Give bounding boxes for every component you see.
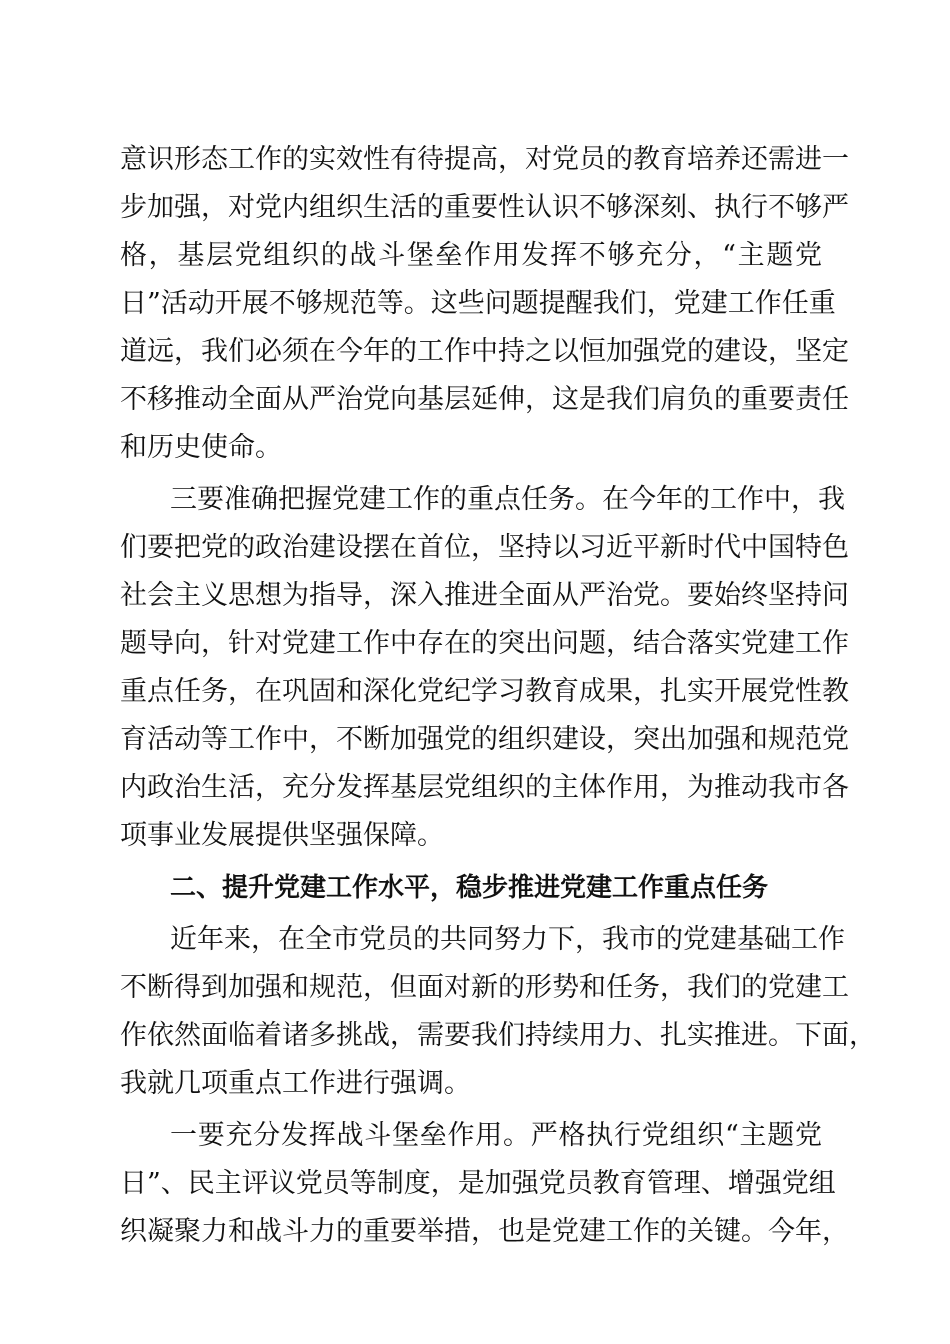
text-line: 育活动等工作中，不断加强党的组织建设，突出加强和规范党 [120, 724, 849, 755]
paragraph-first-line: 近年来，在全市党员的共同努力下，我市的党建基础工作 [170, 924, 845, 955]
text-line: 内政治生活，充分发挥基层党组织的主体作用，为推动我市各 [120, 772, 849, 803]
text-line: 项事业发展提供坚强保障。 [120, 820, 444, 851]
text-line: 织凝聚力和战斗力的重要举措，也是党建工作的关键。今年， [120, 1216, 849, 1247]
paragraph-first-line: 一要充分发挥战斗堡垒作用。严格执行党组织“主题党 [170, 1120, 822, 1151]
text-line: 步加强，对党内组织生活的重要性认识不够深刻、执行不够严 [120, 192, 849, 223]
section-heading: 二、提升党建工作水平，稳步推进党建工作重点任务 [170, 873, 769, 903]
paragraph-first-line: 三要准确把握党建工作的重点任务。在今年的工作中，我 [170, 484, 845, 515]
text-line: 题导向，针对党建工作中存在的突出问题，结合落实党建工作 [120, 628, 849, 659]
text-line: 们要把党的政治建设摆在首位，坚持以习近平新时代中国特色 [120, 532, 849, 563]
text-line: 不移推动全面从严治党向基层延伸，这是我们肩负的重要责任 [120, 384, 849, 415]
text-line: 不断得到加强和规范，但面对新的形势和任务，我们的党建工 [120, 972, 849, 1003]
text-line: 我就几项重点工作进行强调。 [120, 1068, 471, 1099]
text-line: 社会主义思想为指导，深入推进全面从严治党。要始终坚持问 [120, 580, 849, 611]
text-line: 意识形态工作的实效性有待提高，对党员的教育培养还需进一 [120, 144, 849, 175]
text-line: 重点任务，在巩固和深化党纪学习教育成果，扎实开展党性教 [120, 676, 849, 707]
text-line: 道远，我们必须在今年的工作中持之以恒加强党的建设，坚定 [120, 336, 849, 367]
text-line: 日”活动开展不够规范等。这些问题提醒我们，党建工作任重 [120, 288, 836, 319]
text-line: 日”、民主评议党员等制度，是加强党员教育管理、增强党组 [120, 1168, 836, 1199]
text-line: 格，基层党组织的战斗堡垒作用发挥不够充分，“主题党 [120, 240, 822, 271]
text-line: 和历史使命。 [120, 432, 282, 463]
text-line: 作依然面临着诸多挑战，需要我们持续用力、扎实推进。下面， [120, 1020, 876, 1051]
